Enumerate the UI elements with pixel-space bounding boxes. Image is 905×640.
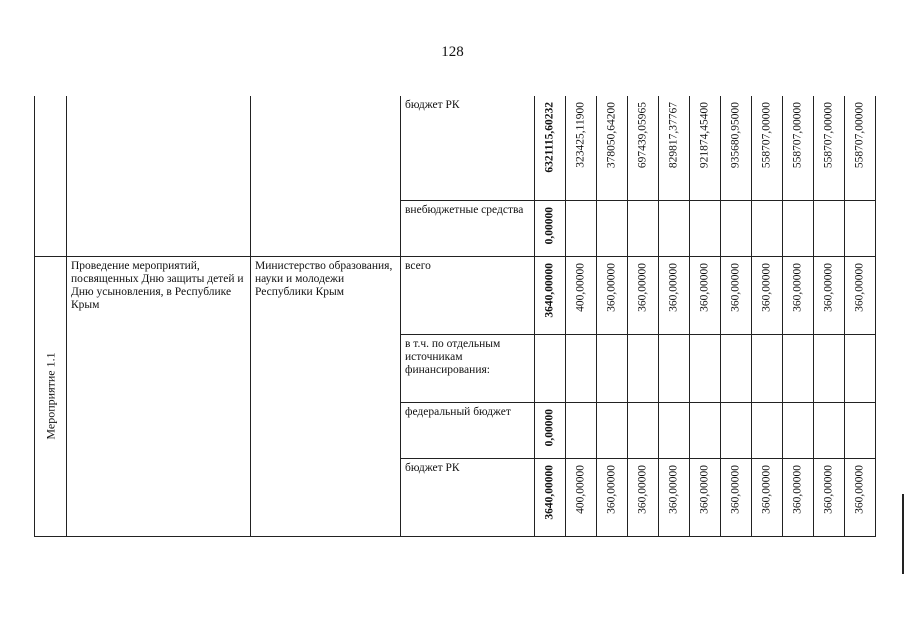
financing-table: [34, 96, 876, 537]
year-value-cell: [628, 402, 659, 458]
year-value-cell: [814, 200, 845, 256]
year-value-cell: [566, 256, 597, 334]
source-label: [401, 402, 535, 458]
year-value-cell: [721, 458, 752, 536]
year-value-cell: [628, 458, 659, 536]
year-value-cell: [690, 334, 721, 402]
year-value-cell: [659, 256, 690, 334]
year-value-cell: [659, 458, 690, 536]
year-value-cell: [845, 334, 876, 402]
total-cell-text: 0,00000: [543, 206, 556, 244]
total-cell: [535, 402, 566, 458]
code-cell-cont: [35, 96, 67, 256]
measure-code: Мероприятие 1.1: [43, 352, 57, 440]
year-value-cell: [628, 96, 659, 200]
year-value-cell-text: 697439,05965: [636, 102, 649, 169]
year-value-cell: [566, 96, 597, 200]
year-value-cell: [721, 402, 752, 458]
year-value-cell: [721, 256, 752, 334]
table-row: [35, 256, 876, 334]
measure-name-cell-text: Проведение мероприятий, посвященных Дню защиты детей и Дню усыновления, в Республике Крым: [71, 259, 244, 311]
source-label-text: в т.ч. по отдельным источникам финансирования:: [405, 337, 501, 376]
year-value-cell: [597, 402, 628, 458]
year-value-cell-text: 360,00000: [605, 262, 618, 312]
year-value-cell: [597, 334, 628, 402]
total-cell: [535, 256, 566, 334]
year-value-cell: [597, 256, 628, 334]
measure-executor-cell-text: Министерство образования, науки и молодежи Республики Крым: [255, 259, 393, 298]
year-value-cell-text: 360,00000: [698, 464, 711, 514]
year-value-cell: [659, 200, 690, 256]
year-value-cell: [690, 96, 721, 200]
source-label-text: федеральный бюджет: [405, 405, 511, 418]
year-value-cell: [845, 402, 876, 458]
year-value-cell-text: 360,00000: [760, 262, 773, 312]
year-value-cell: [814, 334, 845, 402]
source-label-text: всего: [405, 259, 431, 272]
total-cell: [535, 200, 566, 256]
total-cell: [535, 458, 566, 536]
year-value-cell: [628, 200, 659, 256]
year-value-cell: [783, 96, 814, 200]
year-value-cell-text: 360,00000: [760, 464, 773, 514]
year-value-cell: [566, 334, 597, 402]
page-edge-mark: [902, 494, 904, 574]
year-value-cell: [566, 200, 597, 256]
year-value-cell: [752, 334, 783, 402]
year-value-cell: [814, 458, 845, 536]
source-label: [401, 256, 535, 334]
year-value-cell: [721, 334, 752, 402]
year-value-cell: [814, 96, 845, 200]
table-row: [35, 96, 876, 200]
year-value-cell-text: 378050,64200: [605, 102, 618, 169]
source-label-text: бюджет РК: [405, 99, 460, 111]
total-cell-text: 6321115,60232: [543, 102, 556, 173]
year-value-cell: [659, 96, 690, 200]
year-value-cell: [690, 458, 721, 536]
year-value-cell-text: 558707,00000: [791, 102, 804, 169]
year-value-cell: [845, 256, 876, 334]
year-value-cell: [752, 200, 783, 256]
source-label-text: бюджет РК: [405, 461, 460, 474]
year-value-cell-text: 400,00000: [574, 464, 587, 514]
year-value-cell: [814, 256, 845, 334]
year-value-cell: [721, 200, 752, 256]
year-value-cell: [783, 200, 814, 256]
total-cell: [535, 96, 566, 200]
total-cell-text: 0,00000: [543, 408, 556, 446]
source-label: [401, 200, 535, 256]
year-value-cell-text: 360,00000: [822, 464, 835, 514]
year-value-cell: [659, 334, 690, 402]
source-label-text: внебюджетные средства: [405, 203, 524, 216]
year-value-cell-text: 921874,45400: [698, 102, 711, 169]
total-cell-text: 3640,00000: [543, 262, 556, 318]
total-cell-text: 3640,00000: [543, 464, 556, 520]
year-value-cell-text: 360,00000: [822, 262, 835, 312]
year-value-cell-text: 360,00000: [636, 464, 649, 514]
year-value-cell: [597, 200, 628, 256]
measure-executor-cell: [251, 256, 401, 536]
year-value-cell-text: 360,00000: [791, 464, 804, 514]
year-value-cell: [659, 402, 690, 458]
source-label: [401, 334, 535, 402]
year-value-cell-text: 360,00000: [636, 262, 649, 312]
year-value-cell-text: 323425,11900: [574, 102, 587, 168]
year-value-cell: [690, 256, 721, 334]
source-label: [401, 458, 535, 536]
year-value-cell-text: 829817,37767: [667, 102, 680, 169]
year-value-cell: [752, 402, 783, 458]
year-value-cell: [783, 256, 814, 334]
year-value-cell: [690, 402, 721, 458]
year-value-cell-text: 360,00000: [667, 464, 680, 514]
year-value-cell-text: 558707,00000: [822, 102, 835, 169]
year-value-cell: [597, 458, 628, 536]
year-value-cell: [783, 334, 814, 402]
measure-name-cell: [67, 256, 251, 536]
year-value-cell-text: 935680,95000: [729, 102, 742, 169]
year-value-cell-text: 360,00000: [698, 262, 711, 312]
year-value-cell: [752, 96, 783, 200]
year-value-cell: [566, 458, 597, 536]
measure-code-cell: [35, 256, 67, 536]
year-value-cell-text: 558707,00000: [853, 102, 866, 169]
year-value-cell-text: 360,00000: [729, 464, 742, 514]
year-value-cell: [597, 96, 628, 200]
year-value-cell: [845, 458, 876, 536]
year-value-cell: [783, 458, 814, 536]
year-value-cell: [783, 402, 814, 458]
year-value-cell: [566, 402, 597, 458]
year-value-cell-text: 360,00000: [853, 464, 866, 514]
total-cell: [535, 334, 566, 402]
year-value-cell: [628, 256, 659, 334]
executor-cell-cont: [251, 96, 401, 256]
year-value-cell-text: 360,00000: [667, 262, 680, 312]
year-value-cell: [752, 256, 783, 334]
year-value-cell: [628, 334, 659, 402]
year-value-cell: [845, 200, 876, 256]
page-number: 128: [441, 44, 464, 60]
year-value-cell-text: 360,00000: [791, 262, 804, 312]
year-value-cell-text: 400,00000: [574, 262, 587, 312]
year-value-cell: [752, 458, 783, 536]
year-value-cell-text: 360,00000: [853, 262, 866, 312]
year-value-cell: [814, 402, 845, 458]
name-cell-cont: [67, 96, 251, 256]
year-value-cell-text: 558707,00000: [760, 102, 773, 169]
year-value-cell: [721, 96, 752, 200]
year-value-cell-text: 360,00000: [605, 464, 618, 514]
year-value-cell-text: 360,00000: [729, 262, 742, 312]
year-value-cell: [690, 200, 721, 256]
year-value-cell: [845, 96, 876, 200]
source-label: [401, 96, 535, 200]
